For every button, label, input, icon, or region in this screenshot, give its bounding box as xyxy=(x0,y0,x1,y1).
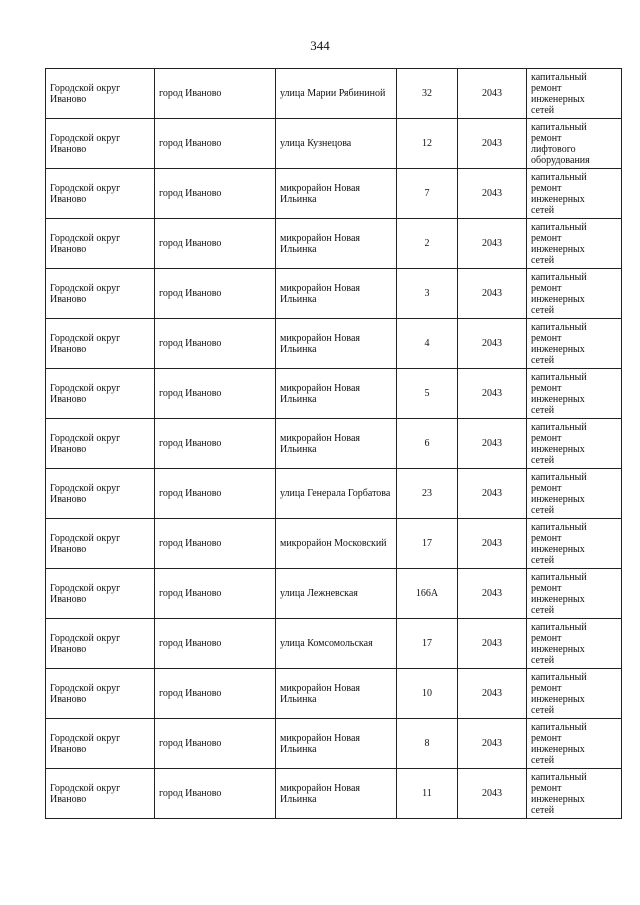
table-row xyxy=(46,269,622,319)
street-cell: улица Комсомольская xyxy=(276,619,397,669)
settlement-cell: город Иваново xyxy=(155,519,276,569)
table-row xyxy=(46,469,622,519)
work-type-cell xyxy=(527,519,622,569)
repair-schedule-table xyxy=(45,68,622,819)
house-number-cell: 32 xyxy=(397,69,458,119)
house-number-cell: 8 xyxy=(397,719,458,769)
table-row xyxy=(46,669,622,719)
house-number-cell: 10 xyxy=(397,669,458,719)
settlement-cell: город Иваново xyxy=(155,119,276,169)
municipality-cell: Городской округ Иваново xyxy=(46,669,155,719)
table-row xyxy=(46,569,622,619)
work-type-cell xyxy=(527,419,622,469)
work-type-cell xyxy=(527,769,622,819)
work-type-cell xyxy=(527,719,622,769)
work-type-text: капитальный ремонт инженерных сетей xyxy=(531,571,587,616)
street-cell: микрорайон Новая Ильинка xyxy=(276,169,397,219)
page-number: 344 xyxy=(310,38,330,53)
municipality-cell: Городской округ Иваново xyxy=(46,469,155,519)
work-type-text: капитальный ремонт инженерных сетей xyxy=(531,171,587,216)
table-row xyxy=(46,319,622,369)
house-number-cell: 7 xyxy=(397,169,458,219)
table-row xyxy=(46,369,622,419)
work-type-text: капитальный ремонт инженерных сетей xyxy=(531,521,587,566)
settlement-cell: город Иваново xyxy=(155,369,276,419)
table-row xyxy=(46,69,622,119)
year-cell: 2043 xyxy=(458,219,527,269)
work-type-cell xyxy=(527,369,622,419)
municipality-cell: Городской округ Иваново xyxy=(46,719,155,769)
settlement-cell: город Иваново xyxy=(155,219,276,269)
work-type-text: капитальный ремонт инженерных сетей xyxy=(531,721,587,766)
table-row xyxy=(46,219,622,269)
work-type-text: капитальный ремонт инженерных сетей xyxy=(531,671,587,716)
work-type-cell xyxy=(527,569,622,619)
street-cell: улица Кузнецова xyxy=(276,119,397,169)
house-number-cell: 4 xyxy=(397,319,458,369)
year-cell: 2043 xyxy=(458,519,527,569)
settlement-cell: город Иваново xyxy=(155,619,276,669)
street-cell: микрорайон Новая Ильинка xyxy=(276,269,397,319)
work-type-cell xyxy=(527,119,622,169)
municipality-cell: Городской округ Иваново xyxy=(46,269,155,319)
year-cell: 2043 xyxy=(458,119,527,169)
settlement-cell: город Иваново xyxy=(155,469,276,519)
street-cell: микрорайон Новая Ильинка xyxy=(276,369,397,419)
house-number-cell: 6 xyxy=(397,419,458,469)
work-type-text: капитальный ремонт инженерных сетей xyxy=(531,621,587,666)
work-type-cell xyxy=(527,619,622,669)
house-number-cell: 12 xyxy=(397,119,458,169)
municipality-cell: Городской округ Иваново xyxy=(46,619,155,669)
table-row xyxy=(46,119,622,169)
municipality-cell: Городской округ Иваново xyxy=(46,369,155,419)
work-type-cell xyxy=(527,319,622,369)
street-cell: микрорайон Новая Ильинка xyxy=(276,319,397,369)
settlement-cell: город Иваново xyxy=(155,569,276,619)
work-type-text: капитальный ремонт инженерных сетей xyxy=(531,271,587,316)
house-number-cell: 2 xyxy=(397,219,458,269)
work-type-text: капитальный ремонт инженерных сетей xyxy=(531,421,587,466)
year-cell: 2043 xyxy=(458,319,527,369)
house-number-cell: 11 xyxy=(397,769,458,819)
year-cell: 2043 xyxy=(458,469,527,519)
municipality-cell: Городской округ Иваново xyxy=(46,219,155,269)
year-cell: 2043 xyxy=(458,619,527,669)
work-type-cell xyxy=(527,269,622,319)
municipality-cell: Городской округ Иваново xyxy=(46,569,155,619)
table-row xyxy=(46,519,622,569)
settlement-cell: город Иваново xyxy=(155,69,276,119)
street-cell: улица Марии Рябининой xyxy=(276,69,397,119)
settlement-cell: город Иваново xyxy=(155,769,276,819)
municipality-cell: Городской округ Иваново xyxy=(46,69,155,119)
work-type-text: капитальный ремонт инженерных сетей xyxy=(531,71,587,116)
settlement-cell: город Иваново xyxy=(155,719,276,769)
table-row xyxy=(46,619,622,669)
work-type-cell xyxy=(527,669,622,719)
work-type-cell xyxy=(527,169,622,219)
work-type-text: капитальный ремонт лифтового оборудования xyxy=(531,121,590,166)
settlement-cell: город Иваново xyxy=(155,669,276,719)
settlement-cell: город Иваново xyxy=(155,269,276,319)
table-row xyxy=(46,719,622,769)
house-number-cell: 5 xyxy=(397,369,458,419)
house-number-cell: 3 xyxy=(397,269,458,319)
settlement-cell: город Иваново xyxy=(155,319,276,369)
street-cell: микрорайон Новая Ильинка xyxy=(276,219,397,269)
year-cell: 2043 xyxy=(458,369,527,419)
year-cell: 2043 xyxy=(458,169,527,219)
table-row xyxy=(46,419,622,469)
table-body xyxy=(46,69,622,819)
municipality-cell: Городской округ Иваново xyxy=(46,419,155,469)
work-type-text: капитальный ремонт инженерных сетей xyxy=(531,471,587,516)
street-cell: улица Генерала Горбатова xyxy=(276,469,397,519)
house-number-cell: 17 xyxy=(397,619,458,669)
house-number-cell: 17 xyxy=(397,519,458,569)
house-number-cell: 23 xyxy=(397,469,458,519)
settlement-cell: город Иваново xyxy=(155,419,276,469)
year-cell: 2043 xyxy=(458,569,527,619)
year-cell: 2043 xyxy=(458,769,527,819)
table-row xyxy=(46,769,622,819)
work-type-cell xyxy=(527,469,622,519)
year-cell: 2043 xyxy=(458,719,527,769)
municipality-cell: Городской округ Иваново xyxy=(46,319,155,369)
settlement-cell: город Иваново xyxy=(155,169,276,219)
year-cell: 2043 xyxy=(458,669,527,719)
year-cell: 2043 xyxy=(458,419,527,469)
municipality-cell: Городской округ Иваново xyxy=(46,119,155,169)
work-type-text: капитальный ремонт инженерных сетей xyxy=(531,371,587,416)
street-cell: улица Лежневская xyxy=(276,569,397,619)
year-cell: 2043 xyxy=(458,269,527,319)
year-cell: 2043 xyxy=(458,69,527,119)
municipality-cell: Городской округ Иваново xyxy=(46,169,155,219)
municipality-cell: Городской округ Иваново xyxy=(46,769,155,819)
work-type-cell xyxy=(527,219,622,269)
street-cell: микрорайон Новая Ильинка xyxy=(276,669,397,719)
street-cell: микрорайон Новая Ильинка xyxy=(276,719,397,769)
house-number-cell: 166А xyxy=(397,569,458,619)
work-type-text: капитальный ремонт инженерных сетей xyxy=(531,221,587,266)
street-cell: микрорайон Новая Ильинка xyxy=(276,769,397,819)
municipality-cell: Городской округ Иваново xyxy=(46,519,155,569)
table-row xyxy=(46,169,622,219)
work-type-cell xyxy=(527,69,622,119)
work-type-text: капитальный ремонт инженерных сетей xyxy=(531,321,587,366)
work-type-text: капитальный ремонт инженерных сетей xyxy=(531,771,587,816)
street-cell: микрорайон Новая Ильинка xyxy=(276,419,397,469)
street-cell: микрорайон Московский xyxy=(276,519,397,569)
